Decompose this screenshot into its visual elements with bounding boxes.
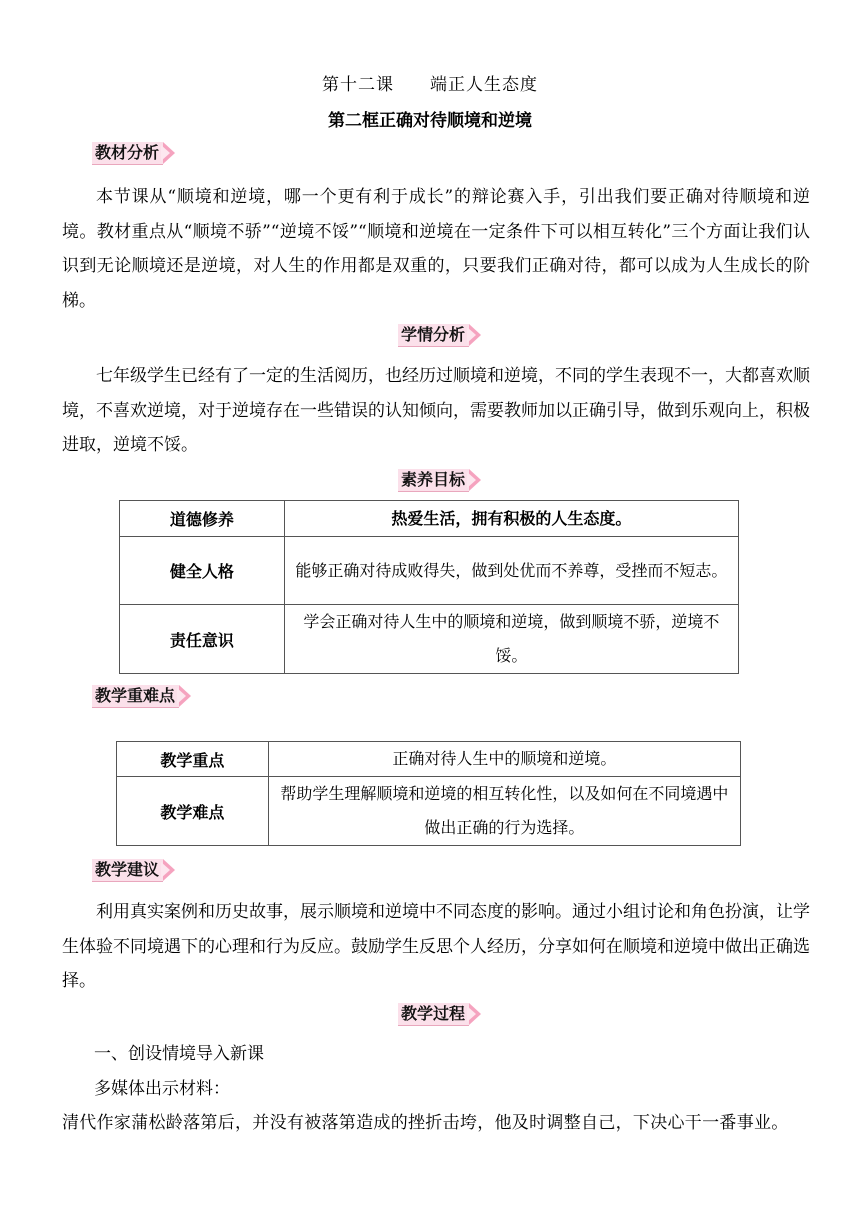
material-analysis-tag [92,141,177,165]
tag-arrow-icon [469,324,483,346]
goal-key: 责任意识 [120,605,285,674]
tag-arrow-icon [469,1003,483,1025]
key-point-value: 帮助学生理解顺境和逆境的相互转化性，以及如何在不同境遇中做出正确的行为选择。 [268,777,740,846]
lesson-number: 第十二课 [322,75,394,95]
lesson-title [0,70,860,95]
table-row [120,605,739,674]
table-row [117,742,741,777]
key-difficult-points-tag [92,684,193,708]
tag-arrow-icon [163,859,177,881]
key-point-value: 正确对待人生中的顺境和逆境。 [268,742,740,777]
teaching-suggestions-text: 利用真实案例和历史故事，展示顺境和逆境中不同态度的影响。通过小组讨论和角色扮演，让学生体验不同境遇下的心理和行为反应。鼓励学生反思个人经历，分享如何在顺境和逆境中做出正确选择。 [62,902,810,991]
tag-arrow-icon [469,469,483,491]
tag-label: 教学建议 [92,859,163,882]
student-analysis-tag [398,323,483,347]
table-row [120,537,739,605]
section-title: 第二框正确对待顺境和逆境 [328,111,532,131]
tag-label: 教材分析 [92,142,163,165]
material-analysis-text: 本节课从“顺境和逆境，哪一个更有利于成长”的辩论赛入手，引出我们要正确对待顺境和逆境。教材重点从“顺境不骄”“逆境不馁”“顺境和逆境在一定条件下可以相互转化”三个方面让我们认识到无论顺境还是逆境，对人生的作用都是双重的，只要我们正确对待，都可以成为人生成长的阶梯。 [62,187,810,311]
literacy-goals-tag [398,468,483,492]
teaching-process-tag [398,1002,483,1026]
key-point-key: 教学难点 [117,777,269,846]
tag-label: 教学重难点 [92,685,179,708]
process-step-1: 一、创设情境导入新课 [94,1044,264,1064]
tag-label: 素养目标 [398,469,469,492]
goal-key: 健全人格 [120,537,285,605]
goal-value: 能够正确对待成败得失，做到处优而不养尊，受挫而不短志。 [284,537,738,605]
key-points-table [116,741,741,846]
tag-label: 教学过程 [398,1003,469,1026]
multimedia-material-label: 多媒体出示材料： [94,1079,230,1099]
key-point-key: 教学重点 [117,742,269,777]
lesson-name: 端正人生态度 [430,75,538,95]
story-text: 清代作家蒲松龄落第后，并没有被落第造成的挫折击垮，他及时调整自己，下决心干一番事业。 [62,1113,789,1133]
literacy-goals-table [119,500,739,674]
tag-arrow-icon [163,142,177,164]
table-row [117,777,741,846]
student-analysis-text: 七年级学生已经有了一定的生活阅历，也经历过顺境和逆境，不同的学生表现不一，大都喜欢顺境，不喜欢逆境，对于逆境存在一些错误的认知倾向，需要教师加以正确引导，做到乐观向上，积极进取，逆境不馁。 [62,366,810,455]
goal-value: 学会正确对待人生中的顺境和逆境，做到顺境不骄，逆境不馁。 [284,605,738,674]
goal-key: 道德修养 [120,501,285,537]
tag-arrow-icon [179,685,193,707]
table-row [120,501,739,537]
goal-value: 热爱生活，拥有积极的人生态度。 [284,501,738,537]
tag-label: 学情分析 [398,324,469,347]
teaching-suggestions-tag [92,858,177,882]
